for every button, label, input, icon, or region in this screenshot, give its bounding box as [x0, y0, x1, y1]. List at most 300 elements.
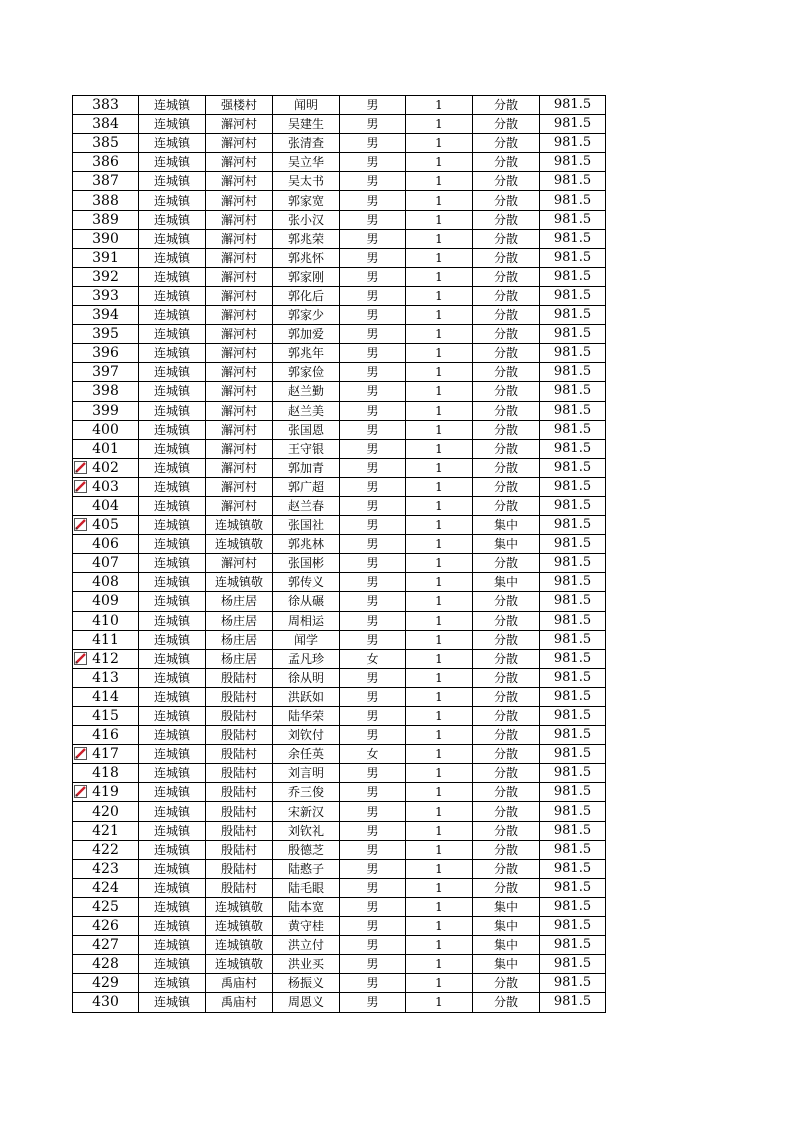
support-type-cell[interactable]: 分散	[473, 306, 540, 325]
town-cell[interactable]: 连城镇	[139, 745, 206, 764]
amount-cell[interactable]: 981.5	[540, 821, 606, 840]
gender-cell[interactable]: 男	[340, 878, 406, 897]
support-type-cell[interactable]: 分散	[473, 783, 540, 802]
row-number[interactable]: 396	[73, 344, 139, 363]
village-cell[interactable]: 殷陆村	[206, 687, 273, 706]
amount-cell[interactable]: 981.5	[540, 439, 606, 458]
amount-cell[interactable]: 981.5	[540, 248, 606, 267]
village-cell[interactable]: 杨庄居	[206, 649, 273, 668]
row-number[interactable]: 406	[73, 535, 139, 554]
support-type-cell[interactable]: 分散	[473, 248, 540, 267]
gender-cell[interactable]: 男	[340, 917, 406, 936]
town-cell[interactable]: 连城镇	[139, 649, 206, 668]
count-cell[interactable]: 1	[406, 726, 473, 745]
support-type-cell[interactable]: 分散	[473, 420, 540, 439]
name-cell[interactable]: 杨振义	[273, 974, 340, 993]
gender-cell[interactable]: 男	[340, 401, 406, 420]
gender-cell[interactable]: 男	[340, 306, 406, 325]
amount-cell[interactable]: 981.5	[540, 878, 606, 897]
town-cell[interactable]: 连城镇	[139, 802, 206, 821]
name-cell[interactable]: 殷德芝	[273, 840, 340, 859]
amount-cell[interactable]: 981.5	[540, 477, 606, 496]
count-cell[interactable]: 1	[406, 630, 473, 649]
amount-cell[interactable]: 981.5	[540, 783, 606, 802]
support-type-cell[interactable]: 分散	[473, 172, 540, 191]
count-cell[interactable]: 1	[406, 878, 473, 897]
gender-cell[interactable]: 女	[340, 745, 406, 764]
count-cell[interactable]: 1	[406, 516, 473, 535]
support-type-cell[interactable]: 集中	[473, 897, 540, 916]
gender-cell[interactable]: 男	[340, 802, 406, 821]
support-type-cell[interactable]: 分散	[473, 363, 540, 382]
name-cell[interactable]: 郭传义	[273, 573, 340, 592]
support-type-cell[interactable]: 分散	[473, 382, 540, 401]
village-cell[interactable]: 澥河村	[206, 191, 273, 210]
row-number[interactable]: 413	[73, 668, 139, 687]
gender-cell[interactable]: 男	[340, 707, 406, 726]
gender-cell[interactable]: 男	[340, 897, 406, 916]
village-cell[interactable]: 澥河村	[206, 210, 273, 229]
name-cell[interactable]: 郭家刚	[273, 267, 340, 286]
town-cell[interactable]: 连城镇	[139, 420, 206, 439]
count-cell[interactable]: 1	[406, 764, 473, 783]
support-type-cell[interactable]: 分散	[473, 439, 540, 458]
row-number[interactable]: 404	[73, 496, 139, 515]
support-type-cell[interactable]: 分散	[473, 668, 540, 687]
amount-cell[interactable]: 981.5	[540, 573, 606, 592]
amount-cell[interactable]: 981.5	[540, 96, 606, 115]
support-type-cell[interactable]: 分散	[473, 802, 540, 821]
village-cell[interactable]: 澥河村	[206, 477, 273, 496]
support-type-cell[interactable]: 分散	[473, 611, 540, 630]
row-number[interactable]: 417	[73, 745, 139, 764]
amount-cell[interactable]: 981.5	[540, 668, 606, 687]
row-number[interactable]: 398	[73, 382, 139, 401]
name-cell[interactable]: 闻明	[273, 96, 340, 115]
name-cell[interactable]: 闻学	[273, 630, 340, 649]
gender-cell[interactable]: 男	[340, 668, 406, 687]
support-type-cell[interactable]: 分散	[473, 191, 540, 210]
town-cell[interactable]: 连城镇	[139, 955, 206, 974]
support-type-cell[interactable]: 分散	[473, 764, 540, 783]
amount-cell[interactable]: 981.5	[540, 917, 606, 936]
village-cell[interactable]: 澥河村	[206, 382, 273, 401]
amount-cell[interactable]: 981.5	[540, 153, 606, 172]
amount-cell[interactable]: 981.5	[540, 382, 606, 401]
row-number[interactable]: 409	[73, 592, 139, 611]
support-type-cell[interactable]: 分散	[473, 134, 540, 153]
gender-cell[interactable]: 男	[340, 783, 406, 802]
gender-cell[interactable]: 男	[340, 516, 406, 535]
town-cell[interactable]: 连城镇	[139, 325, 206, 344]
town-cell[interactable]: 连城镇	[139, 878, 206, 897]
amount-cell[interactable]: 981.5	[540, 363, 606, 382]
support-type-cell[interactable]: 分散	[473, 554, 540, 573]
village-cell[interactable]: 杨庄居	[206, 611, 273, 630]
count-cell[interactable]: 1	[406, 134, 473, 153]
town-cell[interactable]: 连城镇	[139, 516, 206, 535]
village-cell[interactable]: 澥河村	[206, 420, 273, 439]
name-cell[interactable]: 郭家宽	[273, 191, 340, 210]
row-number[interactable]: 422	[73, 840, 139, 859]
gender-cell[interactable]: 男	[340, 210, 406, 229]
name-cell[interactable]: 刘言明	[273, 764, 340, 783]
gender-cell[interactable]: 男	[340, 344, 406, 363]
gender-cell[interactable]: 男	[340, 936, 406, 955]
row-number[interactable]: 416	[73, 726, 139, 745]
town-cell[interactable]: 连城镇	[139, 153, 206, 172]
row-number[interactable]: 420	[73, 802, 139, 821]
village-cell[interactable]: 连城镇敬	[206, 573, 273, 592]
village-cell[interactable]: 澥河村	[206, 554, 273, 573]
amount-cell[interactable]: 981.5	[540, 496, 606, 515]
row-number[interactable]: 400	[73, 420, 139, 439]
support-type-cell[interactable]: 分散	[473, 821, 540, 840]
count-cell[interactable]: 1	[406, 191, 473, 210]
name-cell[interactable]: 郭家少	[273, 306, 340, 325]
village-cell[interactable]: 澥河村	[206, 229, 273, 248]
village-cell[interactable]: 连城镇敬	[206, 936, 273, 955]
row-number[interactable]: 412	[73, 649, 139, 668]
support-type-cell[interactable]: 分散	[473, 325, 540, 344]
row-number[interactable]: 391	[73, 248, 139, 267]
support-type-cell[interactable]: 分散	[473, 210, 540, 229]
count-cell[interactable]: 1	[406, 267, 473, 286]
gender-cell[interactable]: 男	[340, 172, 406, 191]
count-cell[interactable]: 1	[406, 496, 473, 515]
village-cell[interactable]: 连城镇敬	[206, 917, 273, 936]
comment-marker-icon[interactable]	[74, 461, 87, 474]
count-cell[interactable]: 1	[406, 592, 473, 611]
row-number[interactable]: 394	[73, 306, 139, 325]
name-cell[interactable]: 张国社	[273, 516, 340, 535]
village-cell[interactable]: 殷陆村	[206, 668, 273, 687]
amount-cell[interactable]: 981.5	[540, 191, 606, 210]
amount-cell[interactable]: 981.5	[540, 630, 606, 649]
support-type-cell[interactable]: 分散	[473, 267, 540, 286]
amount-cell[interactable]: 981.5	[540, 401, 606, 420]
name-cell[interactable]: 王守银	[273, 439, 340, 458]
village-cell[interactable]: 澥河村	[206, 439, 273, 458]
support-type-cell[interactable]: 集中	[473, 955, 540, 974]
name-cell[interactable]: 郭家俭	[273, 363, 340, 382]
support-type-cell[interactable]: 分散	[473, 496, 540, 515]
amount-cell[interactable]: 981.5	[540, 344, 606, 363]
town-cell[interactable]: 连城镇	[139, 172, 206, 191]
town-cell[interactable]: 连城镇	[139, 363, 206, 382]
gender-cell[interactable]: 男	[340, 96, 406, 115]
count-cell[interactable]: 1	[406, 783, 473, 802]
gender-cell[interactable]: 男	[340, 363, 406, 382]
row-number[interactable]: 387	[73, 172, 139, 191]
count-cell[interactable]: 1	[406, 535, 473, 554]
amount-cell[interactable]: 981.5	[540, 554, 606, 573]
town-cell[interactable]: 连城镇	[139, 496, 206, 515]
row-number[interactable]: 428	[73, 955, 139, 974]
village-cell[interactable]: 殷陆村	[206, 707, 273, 726]
village-cell[interactable]: 殷陆村	[206, 878, 273, 897]
gender-cell[interactable]: 男	[340, 726, 406, 745]
row-number[interactable]: 407	[73, 554, 139, 573]
town-cell[interactable]: 连城镇	[139, 687, 206, 706]
count-cell[interactable]: 1	[406, 955, 473, 974]
town-cell[interactable]: 连城镇	[139, 897, 206, 916]
name-cell[interactable]: 洪业买	[273, 955, 340, 974]
count-cell[interactable]: 1	[406, 210, 473, 229]
row-number[interactable]: 419	[73, 783, 139, 802]
row-number[interactable]: 385	[73, 134, 139, 153]
count-cell[interactable]: 1	[406, 172, 473, 191]
support-type-cell[interactable]: 分散	[473, 286, 540, 305]
village-cell[interactable]: 连城镇敬	[206, 897, 273, 916]
name-cell[interactable]: 吴立华	[273, 153, 340, 172]
row-number[interactable]: 386	[73, 153, 139, 172]
row-number[interactable]: 411	[73, 630, 139, 649]
amount-cell[interactable]: 981.5	[540, 993, 606, 1012]
town-cell[interactable]: 连城镇	[139, 840, 206, 859]
row-number[interactable]: 403	[73, 477, 139, 496]
village-cell[interactable]: 殷陆村	[206, 859, 273, 878]
row-number[interactable]: 426	[73, 917, 139, 936]
gender-cell[interactable]: 男	[340, 859, 406, 878]
count-cell[interactable]: 1	[406, 248, 473, 267]
town-cell[interactable]: 连城镇	[139, 554, 206, 573]
town-cell[interactable]: 连城镇	[139, 611, 206, 630]
comment-marker-icon[interactable]	[74, 785, 87, 798]
count-cell[interactable]: 1	[406, 554, 473, 573]
gender-cell[interactable]: 男	[340, 286, 406, 305]
amount-cell[interactable]: 981.5	[540, 420, 606, 439]
village-cell[interactable]: 杨庄居	[206, 630, 273, 649]
comment-marker-icon[interactable]	[74, 480, 87, 493]
name-cell[interactable]: 周相运	[273, 611, 340, 630]
count-cell[interactable]: 1	[406, 897, 473, 916]
gender-cell[interactable]: 男	[340, 267, 406, 286]
gender-cell[interactable]: 男	[340, 153, 406, 172]
name-cell[interactable]: 刘钦付	[273, 726, 340, 745]
support-type-cell[interactable]: 分散	[473, 458, 540, 477]
name-cell[interactable]: 孟凡珍	[273, 649, 340, 668]
town-cell[interactable]: 连城镇	[139, 401, 206, 420]
town-cell[interactable]: 连城镇	[139, 248, 206, 267]
support-type-cell[interactable]: 分散	[473, 859, 540, 878]
town-cell[interactable]: 连城镇	[139, 630, 206, 649]
gender-cell[interactable]: 男	[340, 439, 406, 458]
amount-cell[interactable]: 981.5	[540, 840, 606, 859]
amount-cell[interactable]: 981.5	[540, 229, 606, 248]
gender-cell[interactable]: 男	[340, 687, 406, 706]
village-cell[interactable]: 澥河村	[206, 496, 273, 515]
count-cell[interactable]: 1	[406, 821, 473, 840]
amount-cell[interactable]: 981.5	[540, 306, 606, 325]
town-cell[interactable]: 连城镇	[139, 783, 206, 802]
support-type-cell[interactable]: 分散	[473, 726, 540, 745]
gender-cell[interactable]: 男	[340, 325, 406, 344]
amount-cell[interactable]: 981.5	[540, 974, 606, 993]
support-type-cell[interactable]: 分散	[473, 477, 540, 496]
gender-cell[interactable]: 男	[340, 764, 406, 783]
count-cell[interactable]: 1	[406, 745, 473, 764]
gender-cell[interactable]: 男	[340, 821, 406, 840]
town-cell[interactable]: 连城镇	[139, 306, 206, 325]
name-cell[interactable]: 陆毛眼	[273, 878, 340, 897]
comment-marker-icon[interactable]	[74, 518, 87, 531]
row-number[interactable]: 421	[73, 821, 139, 840]
name-cell[interactable]: 郭兆荣	[273, 229, 340, 248]
village-cell[interactable]: 澥河村	[206, 363, 273, 382]
row-number[interactable]: 414	[73, 687, 139, 706]
town-cell[interactable]: 连城镇	[139, 229, 206, 248]
support-type-cell[interactable]: 集中	[473, 936, 540, 955]
name-cell[interactable]: 洪跃如	[273, 687, 340, 706]
support-type-cell[interactable]: 分散	[473, 229, 540, 248]
row-number[interactable]: 430	[73, 993, 139, 1012]
count-cell[interactable]: 1	[406, 306, 473, 325]
town-cell[interactable]: 连城镇	[139, 344, 206, 363]
amount-cell[interactable]: 981.5	[540, 286, 606, 305]
row-number[interactable]: 423	[73, 859, 139, 878]
count-cell[interactable]: 1	[406, 573, 473, 592]
name-cell[interactable]: 宋新汉	[273, 802, 340, 821]
town-cell[interactable]: 连城镇	[139, 592, 206, 611]
support-type-cell[interactable]: 分散	[473, 401, 540, 420]
support-type-cell[interactable]: 分散	[473, 707, 540, 726]
row-number[interactable]: 401	[73, 439, 139, 458]
comment-marker-icon[interactable]	[74, 652, 87, 665]
amount-cell[interactable]: 981.5	[540, 745, 606, 764]
town-cell[interactable]: 连城镇	[139, 115, 206, 134]
count-cell[interactable]: 1	[406, 974, 473, 993]
town-cell[interactable]: 连城镇	[139, 726, 206, 745]
town-cell[interactable]: 连城镇	[139, 821, 206, 840]
gender-cell[interactable]: 男	[340, 191, 406, 210]
name-cell[interactable]: 郭加青	[273, 458, 340, 477]
village-cell[interactable]: 殷陆村	[206, 783, 273, 802]
row-number[interactable]: 405	[73, 516, 139, 535]
support-type-cell[interactable]: 分散	[473, 344, 540, 363]
count-cell[interactable]: 1	[406, 687, 473, 706]
support-type-cell[interactable]: 分散	[473, 687, 540, 706]
village-cell[interactable]: 澥河村	[206, 172, 273, 191]
row-number[interactable]: 425	[73, 897, 139, 916]
gender-cell[interactable]: 男	[340, 458, 406, 477]
count-cell[interactable]: 1	[406, 363, 473, 382]
row-number[interactable]: 424	[73, 878, 139, 897]
row-number[interactable]: 399	[73, 401, 139, 420]
support-type-cell[interactable]: 分散	[473, 745, 540, 764]
count-cell[interactable]: 1	[406, 286, 473, 305]
town-cell[interactable]: 连城镇	[139, 707, 206, 726]
village-cell[interactable]: 澥河村	[206, 115, 273, 134]
row-number[interactable]: 427	[73, 936, 139, 955]
town-cell[interactable]: 连城镇	[139, 936, 206, 955]
count-cell[interactable]: 1	[406, 859, 473, 878]
row-number[interactable]: 384	[73, 115, 139, 134]
row-number[interactable]: 418	[73, 764, 139, 783]
town-cell[interactable]: 连城镇	[139, 764, 206, 783]
village-cell[interactable]: 澥河村	[206, 248, 273, 267]
village-cell[interactable]: 杨庄居	[206, 592, 273, 611]
count-cell[interactable]: 1	[406, 229, 473, 248]
row-number[interactable]: 392	[73, 267, 139, 286]
amount-cell[interactable]: 981.5	[540, 592, 606, 611]
name-cell[interactable]: 张国彬	[273, 554, 340, 573]
count-cell[interactable]: 1	[406, 458, 473, 477]
row-number[interactable]: 397	[73, 363, 139, 382]
gender-cell[interactable]: 男	[340, 420, 406, 439]
support-type-cell[interactable]: 分散	[473, 649, 540, 668]
row-number[interactable]: 393	[73, 286, 139, 305]
town-cell[interactable]: 连城镇	[139, 974, 206, 993]
village-cell[interactable]: 连城镇敬	[206, 535, 273, 554]
count-cell[interactable]: 1	[406, 668, 473, 687]
row-number[interactable]: 395	[73, 325, 139, 344]
village-cell[interactable]: 澥河村	[206, 401, 273, 420]
amount-cell[interactable]: 981.5	[540, 726, 606, 745]
name-cell[interactable]: 陆华荣	[273, 707, 340, 726]
town-cell[interactable]: 连城镇	[139, 458, 206, 477]
amount-cell[interactable]: 981.5	[540, 115, 606, 134]
gender-cell[interactable]: 男	[340, 229, 406, 248]
gender-cell[interactable]: 男	[340, 496, 406, 515]
village-cell[interactable]: 禹庙村	[206, 993, 273, 1012]
village-cell[interactable]: 殷陆村	[206, 764, 273, 783]
gender-cell[interactable]: 男	[340, 611, 406, 630]
amount-cell[interactable]: 981.5	[540, 516, 606, 535]
count-cell[interactable]: 1	[406, 439, 473, 458]
town-cell[interactable]: 连城镇	[139, 96, 206, 115]
row-number[interactable]: 415	[73, 707, 139, 726]
town-cell[interactable]: 连城镇	[139, 191, 206, 210]
count-cell[interactable]: 1	[406, 993, 473, 1012]
village-cell[interactable]: 禹庙村	[206, 974, 273, 993]
support-type-cell[interactable]: 分散	[473, 153, 540, 172]
count-cell[interactable]: 1	[406, 344, 473, 363]
village-cell[interactable]: 强楼村	[206, 96, 273, 115]
count-cell[interactable]: 1	[406, 477, 473, 496]
town-cell[interactable]: 连城镇	[139, 573, 206, 592]
village-cell[interactable]: 澥河村	[206, 306, 273, 325]
name-cell[interactable]: 赵兰勤	[273, 382, 340, 401]
count-cell[interactable]: 1	[406, 401, 473, 420]
count-cell[interactable]: 1	[406, 96, 473, 115]
comment-marker-icon[interactable]	[74, 747, 87, 760]
gender-cell[interactable]: 男	[340, 554, 406, 573]
town-cell[interactable]: 连城镇	[139, 267, 206, 286]
name-cell[interactable]: 郭兆怀	[273, 248, 340, 267]
town-cell[interactable]: 连城镇	[139, 477, 206, 496]
count-cell[interactable]: 1	[406, 325, 473, 344]
village-cell[interactable]: 殷陆村	[206, 840, 273, 859]
support-type-cell[interactable]: 集中	[473, 535, 540, 554]
row-number[interactable]: 408	[73, 573, 139, 592]
support-type-cell[interactable]: 集中	[473, 917, 540, 936]
support-type-cell[interactable]: 集中	[473, 573, 540, 592]
row-number[interactable]: 383	[73, 96, 139, 115]
gender-cell[interactable]: 男	[340, 840, 406, 859]
name-cell[interactable]: 周恩义	[273, 993, 340, 1012]
village-cell[interactable]: 澥河村	[206, 325, 273, 344]
amount-cell[interactable]: 981.5	[540, 859, 606, 878]
village-cell[interactable]: 澥河村	[206, 153, 273, 172]
name-cell[interactable]: 吴建生	[273, 115, 340, 134]
name-cell[interactable]: 洪立付	[273, 936, 340, 955]
count-cell[interactable]: 1	[406, 420, 473, 439]
amount-cell[interactable]: 981.5	[540, 172, 606, 191]
village-cell[interactable]: 澥河村	[206, 286, 273, 305]
town-cell[interactable]: 连城镇	[139, 286, 206, 305]
amount-cell[interactable]: 981.5	[540, 325, 606, 344]
